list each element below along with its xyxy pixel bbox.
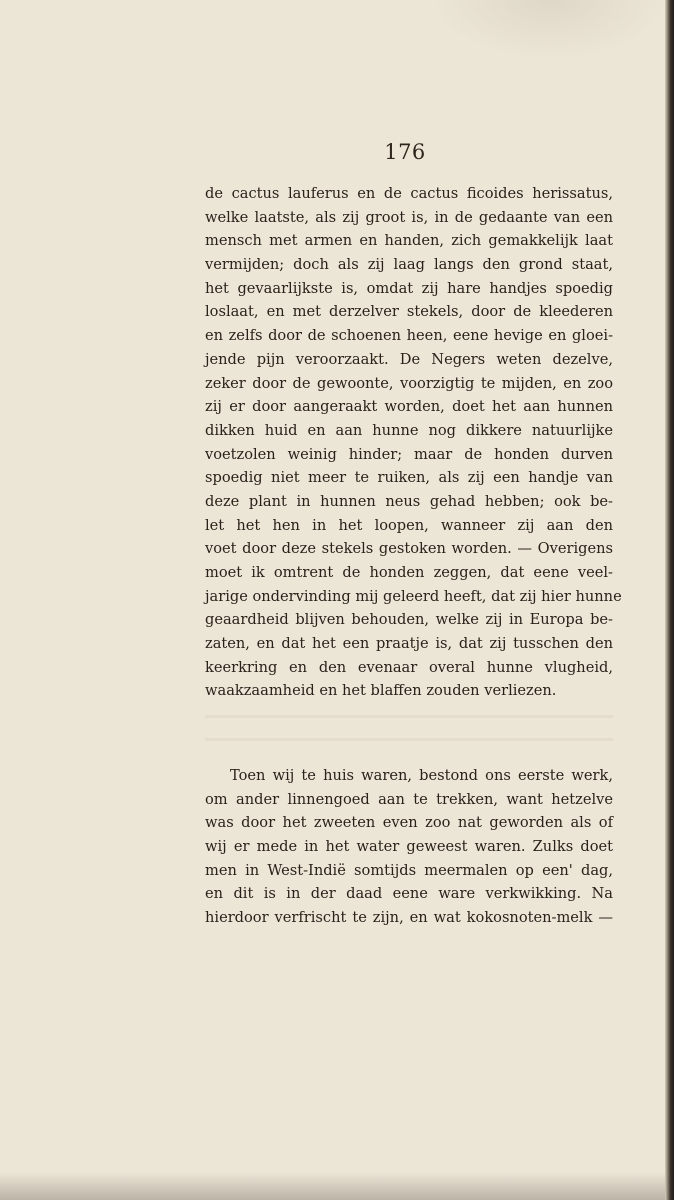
text-line: waakzaamheid en het blaffen zouden verliezen. (205, 682, 557, 700)
text-line: voet door deze stekels gestoken worden. — Overigens (205, 540, 613, 558)
text-line: mensch met armen en handen, zich gemakkelijk laat (205, 232, 613, 250)
text-line: en zelfs door de schoenen heen, eene hevige en gloei- (205, 327, 613, 345)
text-line: men in West-Indië somtijds meermalen op een' dag, (205, 861, 613, 879)
text-line: dikken huid en aan hunne nog dikkere natuurlijke (205, 421, 613, 439)
text-line: jarige ondervinding mij geleerd heeft, dat zij hier hunne (205, 587, 622, 605)
paragraph-2 (205, 764, 613, 930)
text-line: let het hen in het loopen, wanneer zij aan den (205, 516, 613, 534)
text-line: zaten, en dat het een praatje is, dat zij tusschen den (205, 635, 613, 653)
text-line: en dit is in der daad eene ware verkwikking. Na (205, 885, 613, 903)
text-line: Toen wij te huis waren, bestond ons eerste werk, (230, 767, 613, 784)
text-line: welke laatste, als zij groot is, in de gedaante van een (205, 208, 613, 226)
text-line: moet ik omtrent de honden zeggen, dat eene veel- (205, 564, 613, 581)
text-line: zij er door aangeraakt worden, doet het aan hunnen (205, 398, 613, 416)
text-line: deze plant in hunnen neus gehad hebben; ook be- (205, 492, 613, 510)
text-line: het gevaarlijkste is, omdat zij hare handjes spoedig (205, 279, 613, 297)
page-number: 176 (384, 140, 426, 164)
text-line: jende pijn veroorzaakt. De Negers weten dezelve, (205, 350, 613, 368)
text-line: de cactus lauferus en de cactus ficoides herissatus, (205, 185, 613, 202)
text-line: keerkring en den evenaar overal hunne vlugheid, (205, 658, 613, 676)
text-line: voetzolen weinig hinder; maar de honden durven (205, 445, 613, 463)
text-line: hierdoor verfrischt te zijn, en wat kokosnoten-melk — (205, 909, 613, 927)
text-line: was door het zweeten even zoo nat geworden als of (205, 814, 613, 832)
text-line: om ander linnengoed aan te trekken, want hetzelve (205, 790, 613, 808)
paper-stain (430, 0, 670, 60)
paragraph-1 (205, 182, 622, 703)
text-line: geaardheid blijven behouden, welke zij in Europa be- (205, 611, 613, 629)
text-line: loslaat, en met derzelver stekels, door de kleederen (205, 303, 613, 321)
text-line: zeker door de gewoonte, voorzigtig te mijden, en zoo (205, 374, 613, 392)
page-edge (665, 0, 674, 1200)
text-line: spoedig niet meer te ruiken, als zij een handje van (205, 469, 613, 487)
text-line: wij er mede in het water geweest waren. Zulks doet (205, 838, 613, 856)
text-line: vermijden; doch als zij laag langs den grond staat, (205, 256, 613, 274)
page-bottom-shadow (0, 1172, 674, 1200)
show-through (205, 715, 613, 755)
